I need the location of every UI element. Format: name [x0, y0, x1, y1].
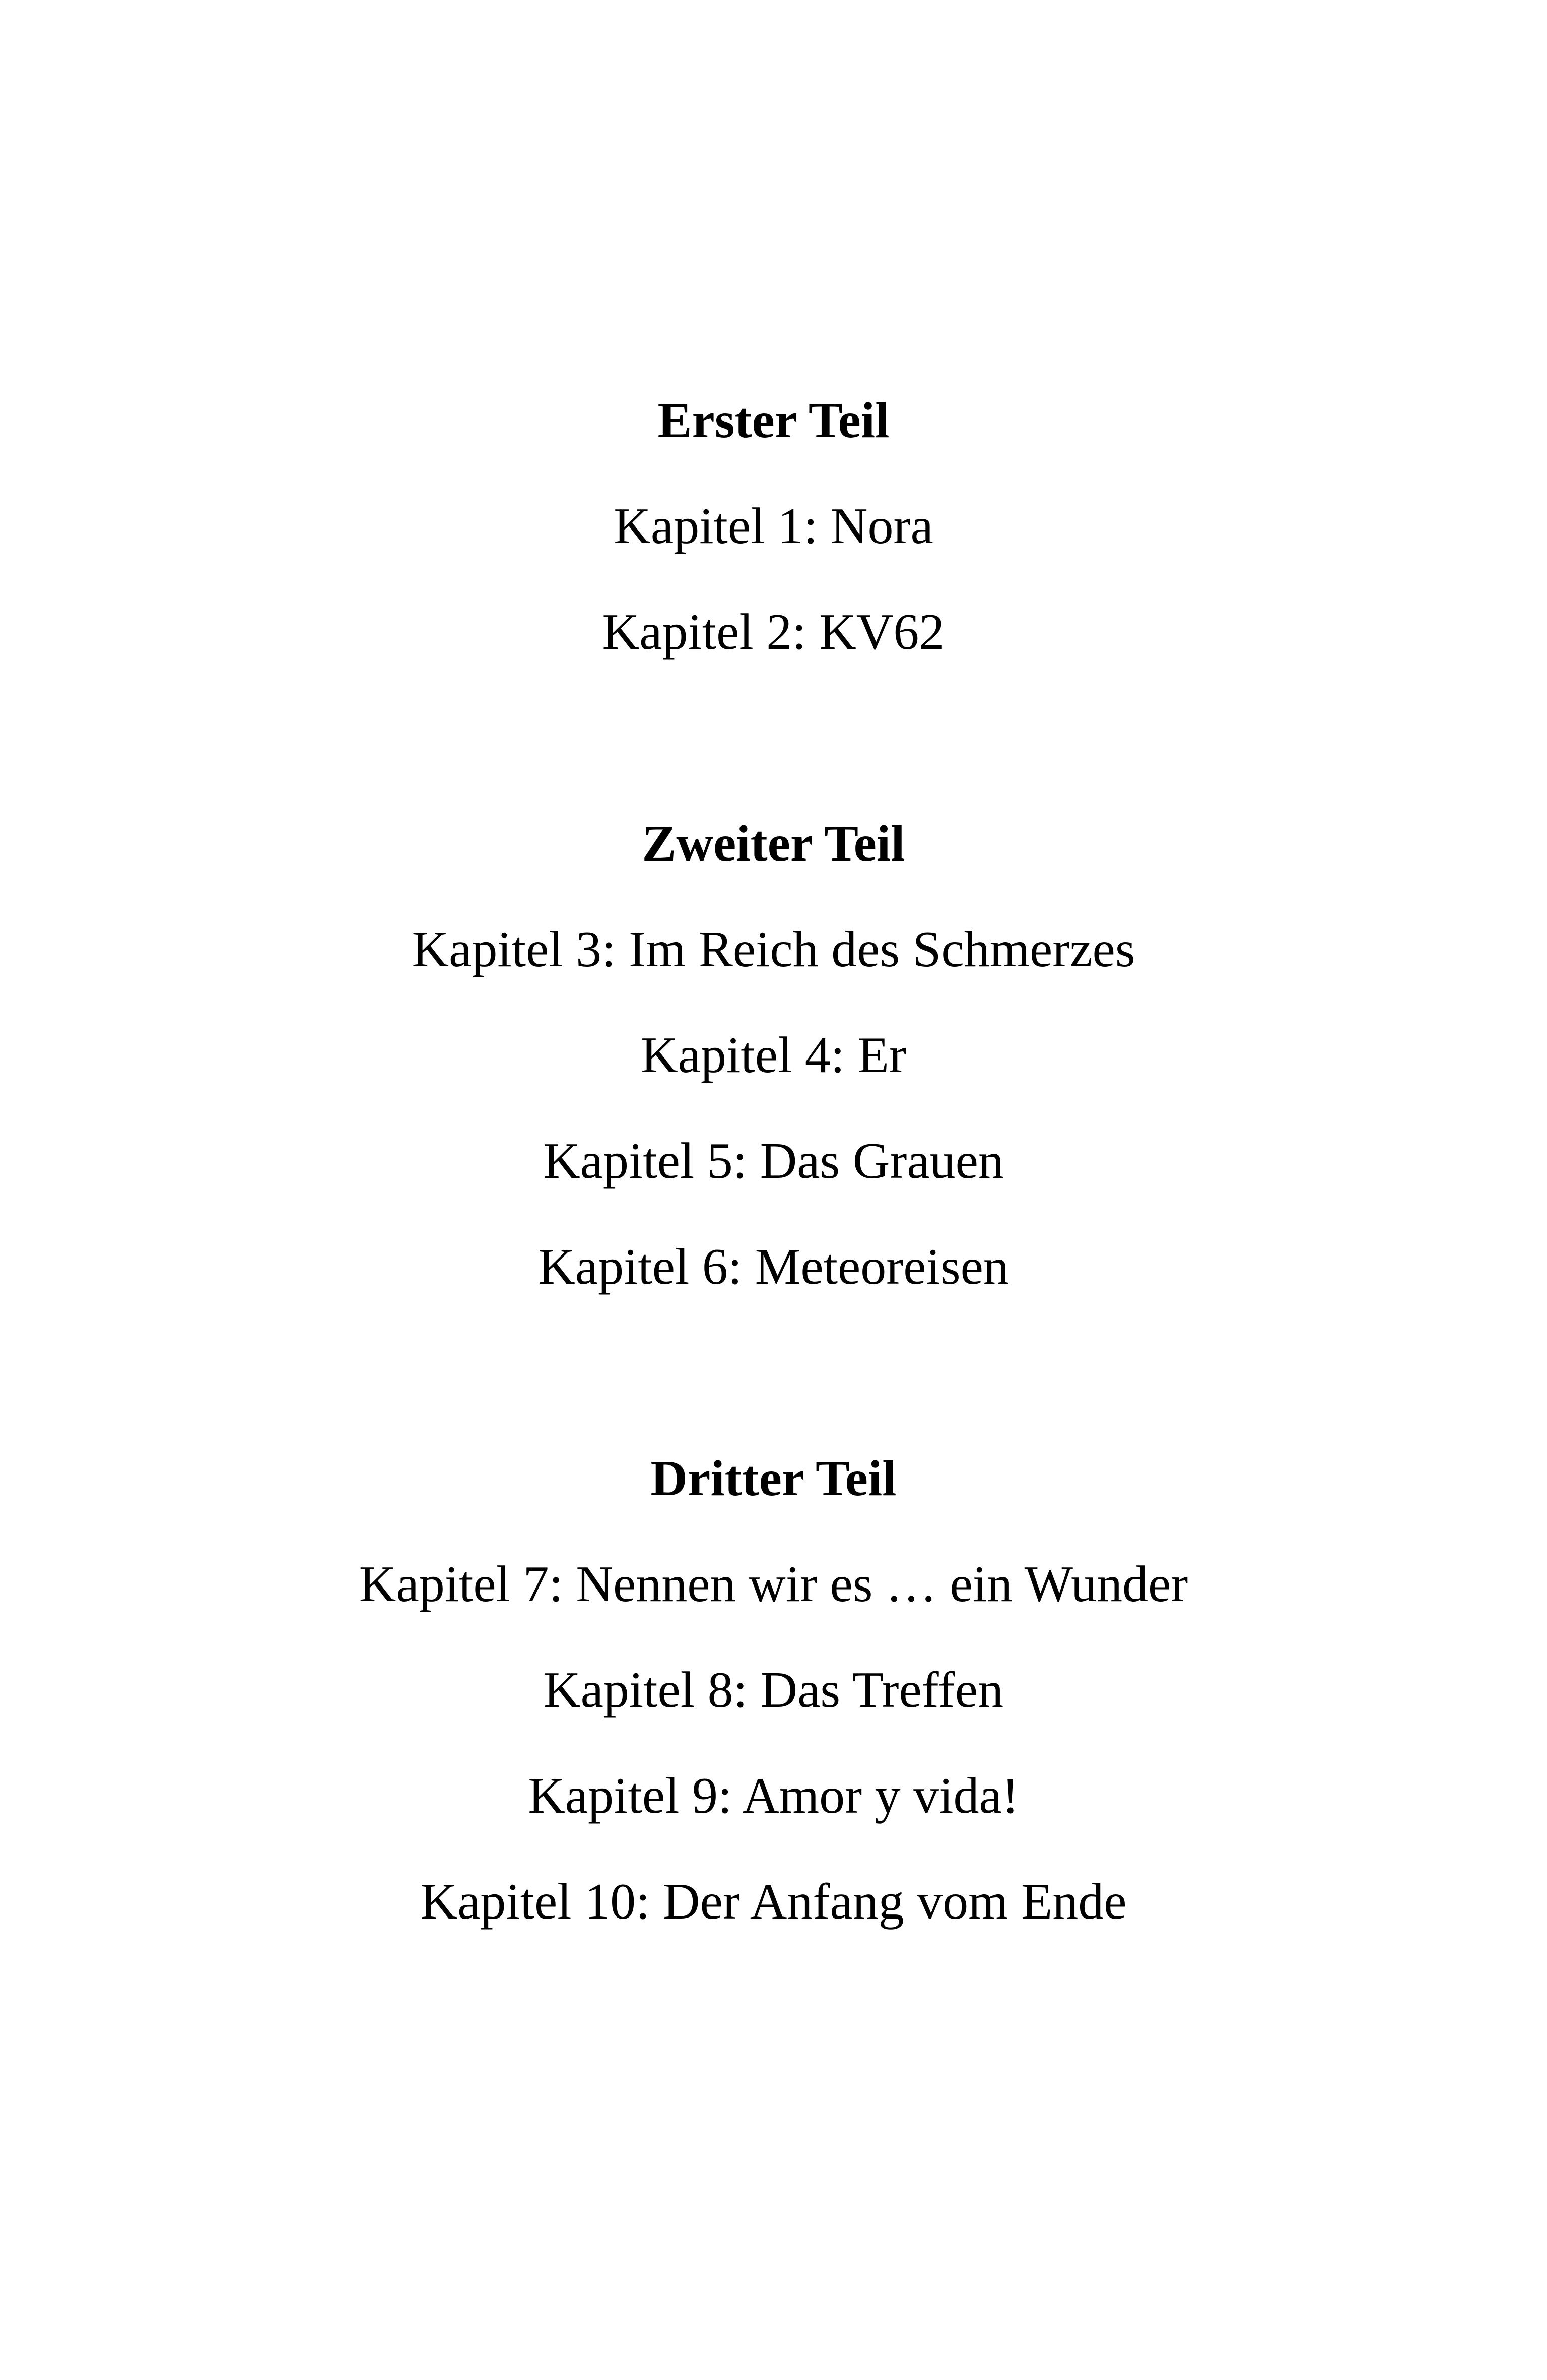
chapter-entry: Kapitel 5: Das Grauen	[543, 1133, 1004, 1189]
chapter-entry: Kapitel 9: Amor y vida!	[528, 1767, 1019, 1824]
chapter-entry: Kapitel 7: Nennen wir es … ein Wunder	[359, 1556, 1188, 1613]
toc-section-erster-teil	[0, 368, 1547, 685]
chapter-entry: Kapitel 1: Nora	[614, 498, 933, 555]
part-heading: Zweiter Teil	[642, 815, 905, 872]
part-heading: Dritter Teil	[650, 1450, 897, 1507]
part-heading: Erster Teil	[657, 392, 890, 449]
chapter-entry: Kapitel 6: Meteoreisen	[538, 1238, 1009, 1295]
chapter-entry: Kapitel 3: Im Reich des Schmerzes	[412, 921, 1135, 978]
chapter-entry: Kapitel 10: Der Anfang vom Ende	[420, 1873, 1127, 1930]
chapter-entry: Kapitel 4: Er	[641, 1027, 906, 1084]
toc-section-dritter-teil	[0, 1426, 1547, 1955]
chapter-entry: Kapitel 2: KV62	[602, 604, 945, 660]
toc-section-zweiter-teil	[0, 791, 1547, 1320]
chapter-entry: Kapitel 8: Das Treffen	[543, 1662, 1004, 1718]
